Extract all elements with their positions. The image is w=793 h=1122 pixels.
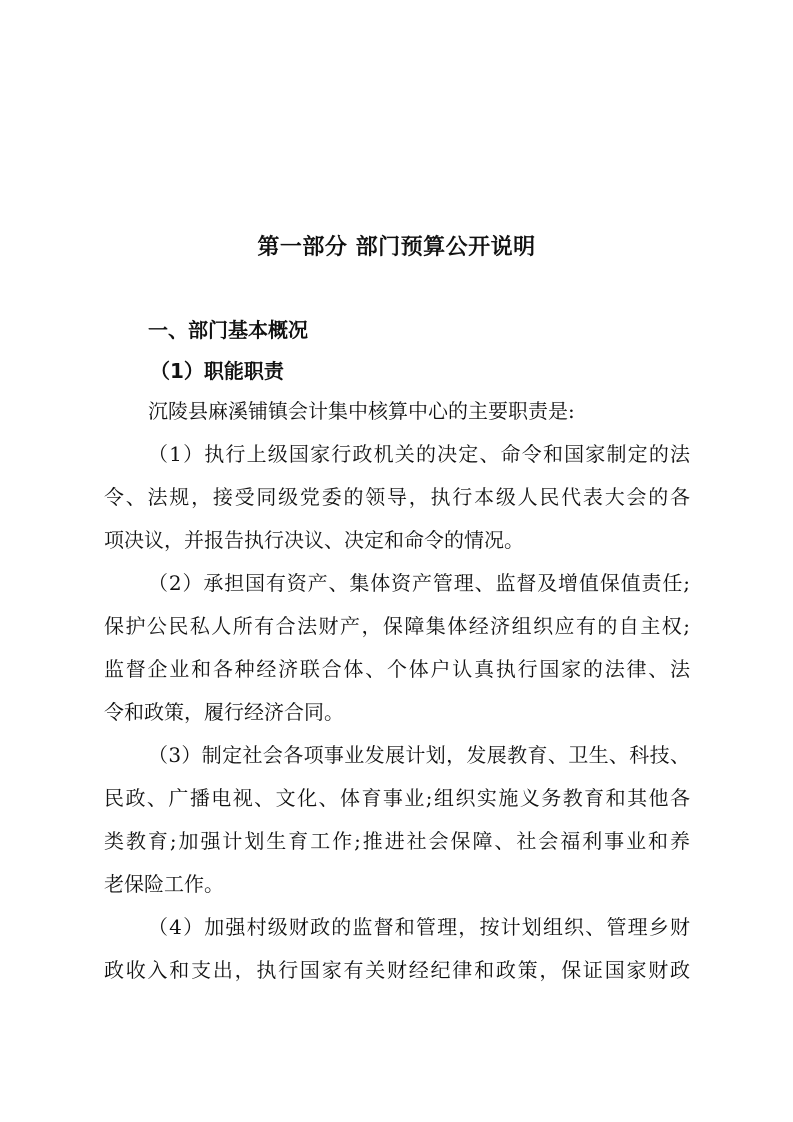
paragraph-line: （1）执行上级国家行政机关的决定、命令和国家制定的法 (148, 442, 690, 466)
paragraph-line: 沉陵县麻溪铺镇会计集中核算中心的主要职责是: (148, 399, 575, 423)
paragraph-line: 令、法规，接受同级党委的领导，执行本级人民代表大会的各 (104, 485, 690, 509)
paragraph-line: 老保险工作。 (104, 872, 224, 896)
paragraph-line: 项决议，并报告执行决议、决定和命令的情况。 (104, 528, 524, 552)
paragraph-line: 监督企业和各种经济联合体、个体户认真执行国家的法律、法 (104, 657, 690, 681)
paragraph-line: 政收入和支出，执行国家有关财经纪律和政策，保证国家财政 (104, 958, 690, 982)
paragraph-line: （2）承担国有资产、集体资产管理、监督及增值保值责任; (148, 571, 690, 595)
paragraph-line: 保护公民私人所有合法财产，保障集体经济组织应有的自主权; (104, 614, 690, 638)
subsection-heading: （1）职能职责 (150, 359, 284, 383)
paragraph-line: 民政、广播电视、文化、体育事业;组织实施义务教育和其他各 (104, 786, 690, 810)
paragraph-line: （3）制定社会各项事业发展计划，发展教育、卫生、科技、 (148, 743, 690, 767)
paragraph-line: 类教育;加强计划生育工作;推进社会保障、社会福利事业和养 (104, 829, 690, 853)
section-heading: 一、部门基本概况 (148, 318, 308, 342)
paragraph-line: 令和政策，履行经济合同。 (104, 700, 344, 724)
document-body (104, 396, 690, 998)
page-title: 第一部分 部门预算公开说明 (257, 235, 536, 260)
paragraph-line: （4）加强村级财政的监督和管理，按计划组织、管理乡财 (148, 915, 690, 939)
